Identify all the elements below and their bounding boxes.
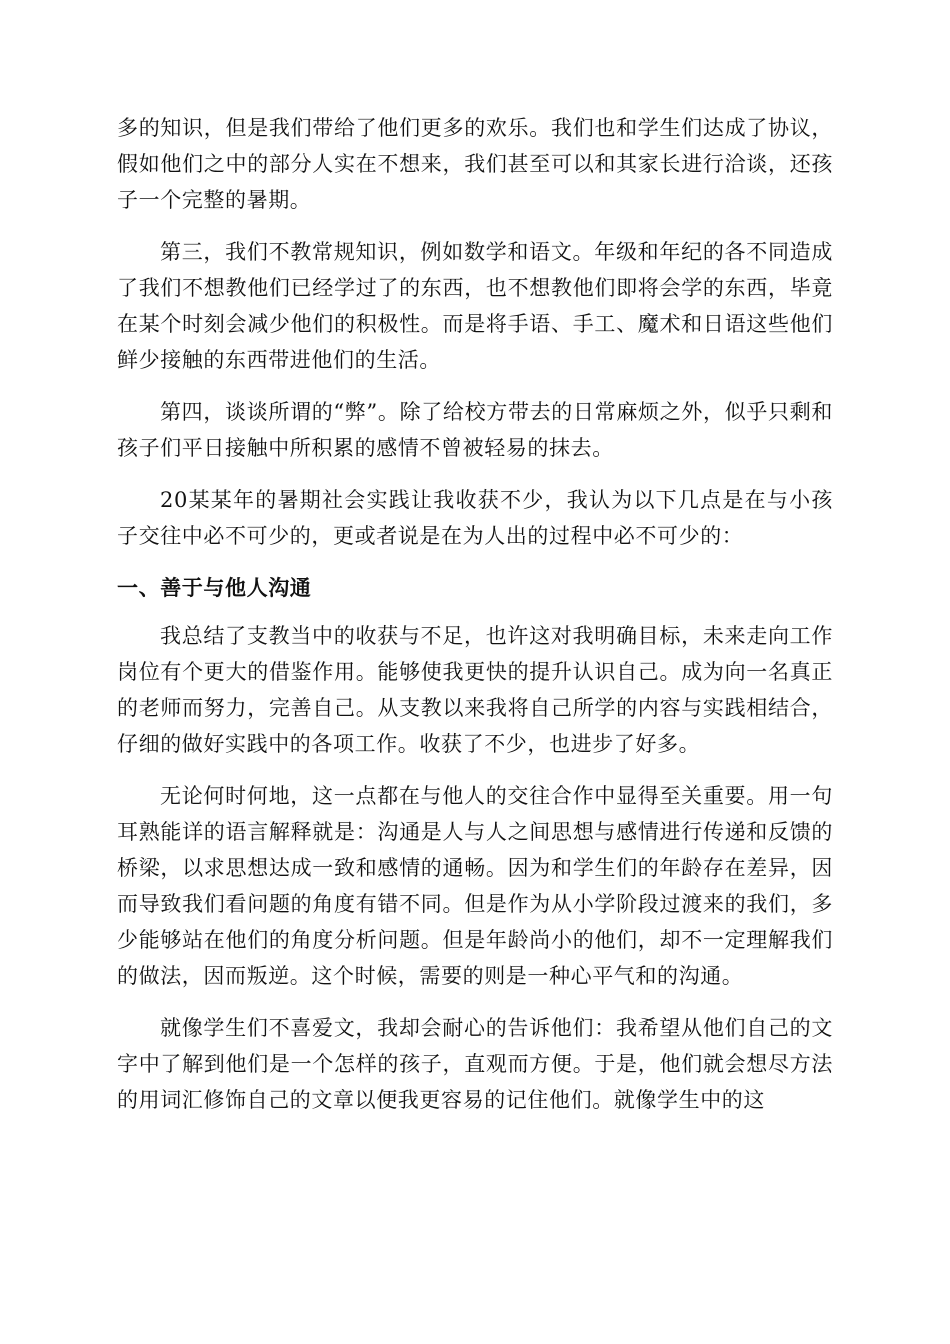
paragraph-example: 就像学生们不喜爱文，我却会耐心的告诉他们：我希望从他们自己的文字中了解到他们是一个怎样的孩子，直观而方便。于是，他们就会想尽方法的用词汇修饰自己的文章以便我更容易的记住他们。就像学生中的这 — [117, 1016, 833, 1112]
paragraph-third-point: 第三，我们不教常规知识，例如数学和语文。年级和年纪的各不同造成了我们不想教他们已经学过了的东西，也不想教他们即将会学的东西，毕竟在某个时刻会减少他们的积极性。而是将手语、手工、魔术和日语这些他们鲜少接触的东西带进他们的生活。 — [117, 240, 833, 372]
paragraph-continued: 多的知识，但是我们带给了他们更多的欢乐。我们也和学生们达成了协议，假如他们之中的部分人实在不想来，我们甚至可以和其家长进行洽谈，还孩子一个完整的暑期。 — [117, 116, 833, 212]
section-heading: 一、善于与他人沟通 — [117, 576, 312, 600]
paragraph-communication: 无论何时何地，这一点都在与他人的交往合作中显得至关重要。用一句耳熟能详的语言解释就是：沟通是人与人之间思想与感情进行传递和反馈的桥梁，以求思想达成一致和感情的通畅。因为和学生们的年龄存在差异，因而导致我们看问题的角度有错不同。但是作为从小学阶段过渡来的我们，多少能够站在他们的角度分析问题。但是年龄尚小的他们，却不一定理解我们的做法，因而叛逆。这个时候，需要的则是一种心平气和的沟通。 — [117, 784, 833, 988]
paragraph-fourth-point: 第四，谈谈所谓的“弊”。除了给校方带去的日常麻烦之外，似乎只剩和孩子们平日接触中所积累的感情不曾被轻易的抹去。 — [117, 400, 833, 460]
paragraph-reflection: 我总结了支教当中的收获与不足，也许这对我明确目标，未来走向工作岗位有个更大的借鉴作用。能够使我更快的提升认识自己。成为向一名真正的老师而努力，完善自己。从支教以来我将自己所学的内容与实践相结合，仔细的做好实践中的各项工作。收获了不少，也进步了好多。 — [117, 624, 833, 756]
document-body — [117, 110, 833, 1134]
paragraph-summary: 20某某年的暑期社会实践让我收获不少，我认为以下几点是在与小孩子交往中必不可少的，更或者说是在为人出的过程中必不可少的： — [117, 488, 833, 548]
